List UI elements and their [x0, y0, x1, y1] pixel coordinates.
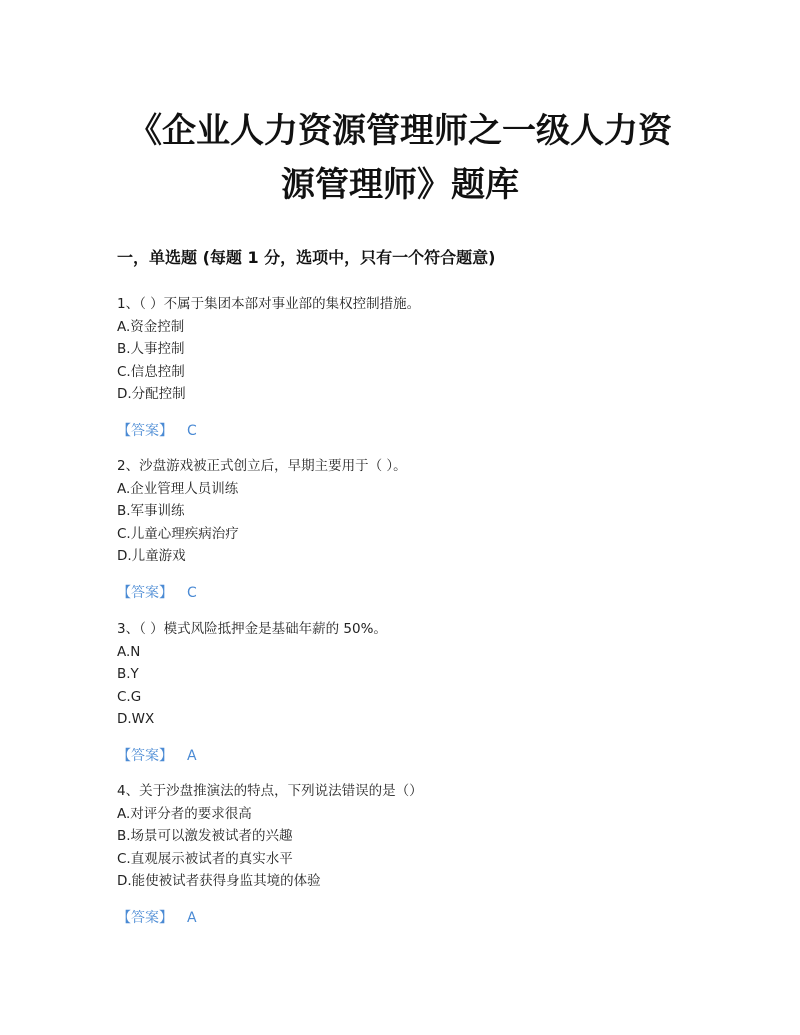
option-a: A.对评分者的要求很高	[117, 805, 252, 822]
question-stem: 2、沙盘游戏被正式创立后，早期主要用于（ ）。	[117, 458, 407, 474]
question-4	[117, 780, 717, 929]
option-b: B.军事训练	[117, 503, 185, 520]
answer-line	[117, 907, 717, 929]
option-c: C.信息控制	[117, 363, 185, 380]
answer-label: 【答案】	[117, 422, 173, 439]
question-stem: 3、（ ）模式风险抵押金是基础年薪的 50%。	[117, 621, 387, 637]
option-c: C.直观展示被试者的真实水平	[117, 850, 293, 867]
option-d: D.分配控制	[117, 386, 186, 403]
question-stem: 4、关于沙盘推演法的特点，下列说法错误的是（）	[117, 783, 423, 799]
answer-value: C	[187, 584, 197, 601]
option-d: D.能使被试者获得身监其境的体验	[117, 873, 321, 890]
document-title-line-2: 源管理师》题库	[281, 165, 519, 205]
option-c: C.儿童心理疾病治疗	[117, 525, 239, 542]
answer-label: 【答案】	[117, 584, 173, 601]
option-d: D.儿童游戏	[117, 548, 186, 565]
answer-value: A	[187, 909, 197, 926]
option-a: A.企业管理人员训练	[117, 480, 239, 497]
document-title-line-1: 《企业人力资源管理师之一级人力资	[128, 111, 672, 151]
answer-line	[117, 745, 717, 767]
section-heading: 一，单选题 (每题 1 分，选项中，只有一个符合题意)	[117, 248, 496, 267]
question-3	[117, 618, 717, 767]
question-2	[117, 455, 717, 604]
answer-label: 【答案】	[117, 909, 173, 926]
answer-line	[117, 582, 717, 604]
option-d: D.WX	[117, 711, 155, 728]
option-a: A.N	[117, 643, 141, 660]
question-stem: 1、（ ）不属于集团本部对事业部的集权控制措施。	[117, 296, 421, 312]
answer-label: 【答案】	[117, 747, 173, 764]
option-b: B.人事控制	[117, 341, 185, 358]
option-a: A.资金控制	[117, 318, 185, 335]
document-title	[100, 104, 700, 212]
answer-line	[117, 420, 717, 442]
option-b: B.场景可以激发被试者的兴趣	[117, 828, 293, 845]
answer-value: C	[187, 422, 197, 439]
answer-value: A	[187, 747, 197, 764]
question-1	[117, 293, 717, 442]
option-c: C.G	[117, 688, 142, 705]
option-b: B.Y	[117, 666, 139, 683]
